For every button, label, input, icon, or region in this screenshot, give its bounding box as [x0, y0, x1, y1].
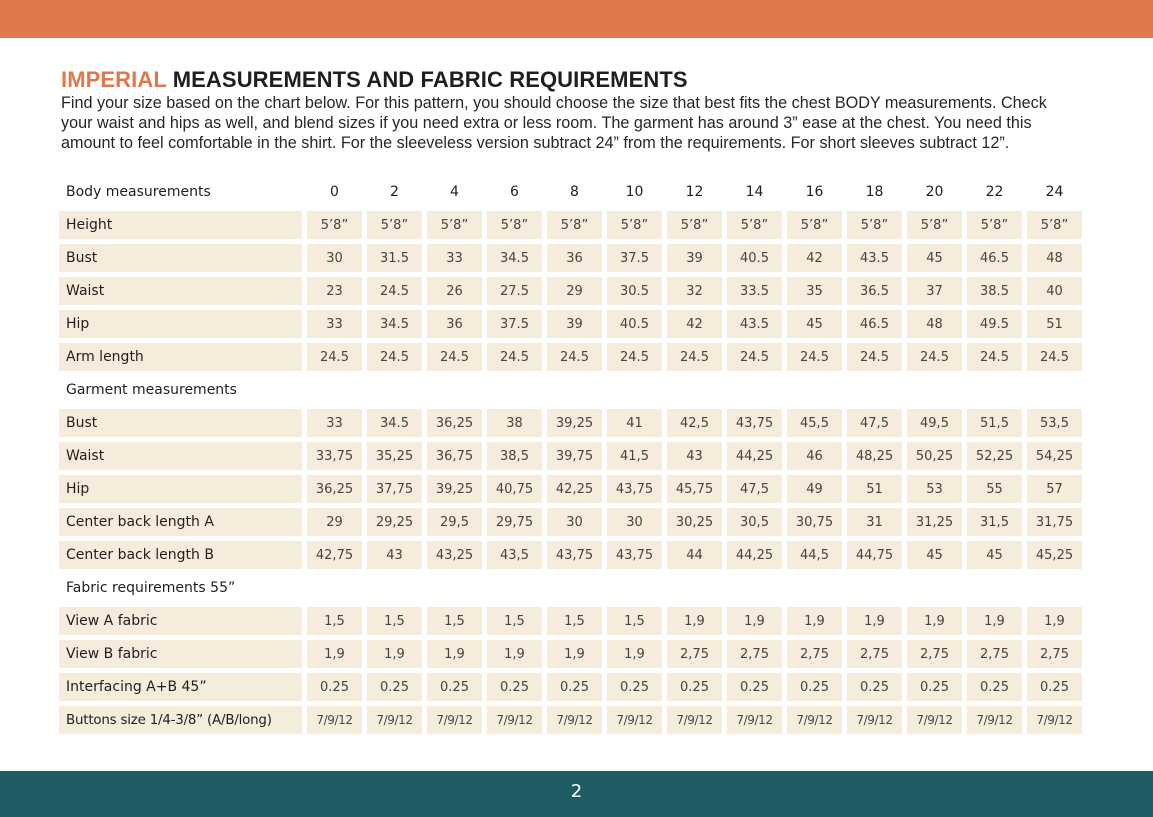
table-cell: 51 [1027, 310, 1082, 338]
size-header: 0 [330, 184, 339, 200]
table-cell: 0.25 [727, 673, 782, 701]
empty-cell [847, 376, 902, 404]
size-header: 10 [625, 184, 644, 200]
empty-cell [607, 574, 662, 602]
table-cell: 43,75 [727, 409, 782, 437]
table-cell: 2,75 [907, 640, 962, 668]
table-cell: 7/9/12 [487, 706, 542, 734]
row-label: Hip [59, 310, 302, 338]
table-cell: 7/9/12 [427, 706, 482, 734]
table-cell: 1,9 [847, 607, 902, 635]
table-cell: 5’8” [667, 211, 722, 239]
table-cell: 1,5 [547, 607, 602, 635]
section-heading: Fabric requirements 55” [66, 580, 236, 596]
table-cell: 46 [787, 442, 842, 470]
table-cell: 43,25 [427, 541, 482, 569]
table-cell: 50,25 [907, 442, 962, 470]
table-cell: 5’8” [547, 211, 602, 239]
table-cell: 44,25 [727, 442, 782, 470]
table-cell: 53,5 [1027, 409, 1082, 437]
table-cell: 30,75 [787, 508, 842, 536]
table-cell: 5’8” [607, 211, 662, 239]
table-cell: 45,5 [787, 409, 842, 437]
table-cell: 32 [667, 277, 722, 305]
table-cell: 49 [787, 475, 842, 503]
table-cell: 2,75 [1027, 640, 1082, 668]
table-cell: 34.5 [367, 409, 422, 437]
table-cell: 5’8” [847, 211, 902, 239]
table-cell: 24.5 [547, 343, 602, 371]
table-cell: 30 [607, 508, 662, 536]
table-cell: 37 [907, 277, 962, 305]
table-cell: 51 [847, 475, 902, 503]
row-label: Interfacing A+B 45” [59, 673, 302, 701]
table-cell: 44 [667, 541, 722, 569]
table-cell: 43 [667, 442, 722, 470]
table-cell: 31,25 [907, 508, 962, 536]
table-cell: 0.25 [427, 673, 482, 701]
table-cell: 42 [787, 244, 842, 272]
empty-cell [967, 376, 1022, 404]
table-cell: 31.5 [367, 244, 422, 272]
table-cell: 29,75 [487, 508, 542, 536]
table-cell: 26 [427, 277, 482, 305]
empty-cell [727, 376, 782, 404]
table-cell: 37.5 [607, 244, 662, 272]
table-cell: 42,5 [667, 409, 722, 437]
table-cell: 42,25 [547, 475, 602, 503]
table-cell: 1,9 [427, 640, 482, 668]
table-cell: 29 [307, 508, 362, 536]
table-cell: 2,75 [967, 640, 1022, 668]
table-cell: 0.25 [787, 673, 842, 701]
table-cell: 45 [907, 541, 962, 569]
table-cell: 7/9/12 [367, 706, 422, 734]
table-cell: 31 [847, 508, 902, 536]
empty-cell [667, 376, 722, 404]
table-cell: 2,75 [787, 640, 842, 668]
table-cell: 1,5 [487, 607, 542, 635]
section-heading: Body measurements [66, 184, 211, 200]
table-cell: 0.25 [907, 673, 962, 701]
size-header: 18 [865, 184, 884, 200]
empty-cell [547, 376, 602, 404]
table-cell: 43,75 [607, 475, 662, 503]
table-cell: 33,75 [307, 442, 362, 470]
table-cell: 49,5 [907, 409, 962, 437]
table-cell: 38.5 [967, 277, 1022, 305]
table-cell: 43.5 [847, 244, 902, 272]
table-cell: 1,5 [307, 607, 362, 635]
empty-cell [367, 574, 422, 602]
empty-cell [487, 574, 542, 602]
row-label: Hip [59, 475, 302, 503]
table-cell: 7/9/12 [907, 706, 962, 734]
row-label: Center back length A [59, 508, 302, 536]
table-cell: 7/9/12 [967, 706, 1022, 734]
table-cell: 44,5 [787, 541, 842, 569]
table-cell: 24.5 [907, 343, 962, 371]
size-header: 20 [925, 184, 944, 200]
row-label: Arm length [59, 343, 302, 371]
table-cell: 0.25 [667, 673, 722, 701]
table-cell: 1,5 [607, 607, 662, 635]
table-cell: 24.5 [487, 343, 542, 371]
size-chart-table [59, 178, 1082, 734]
page-number: 2 [570, 781, 583, 802]
table-cell: 1,9 [907, 607, 962, 635]
empty-cell [1027, 574, 1082, 602]
table-cell: 55 [967, 475, 1022, 503]
table-cell: 35,25 [367, 442, 422, 470]
title-accent: IMPERIAL [61, 67, 167, 92]
table-cell: 5’8” [427, 211, 482, 239]
table-cell: 24.5 [1027, 343, 1082, 371]
table-cell: 40.5 [607, 310, 662, 338]
table-cell: 54,25 [1027, 442, 1082, 470]
table-cell: 43,5 [487, 541, 542, 569]
size-header: 6 [510, 184, 519, 200]
size-header: 2 [390, 184, 399, 200]
table-cell: 45 [907, 244, 962, 272]
row-label: Height [59, 211, 302, 239]
table-cell: 24.5 [427, 343, 482, 371]
empty-cell [667, 574, 722, 602]
table-cell: 36 [547, 244, 602, 272]
table-cell: 37.5 [487, 310, 542, 338]
table-cell: 45,25 [1027, 541, 1082, 569]
table-cell: 5’8” [307, 211, 362, 239]
table-cell: 33 [307, 310, 362, 338]
table-cell: 29,5 [427, 508, 482, 536]
table-cell: 48,25 [847, 442, 902, 470]
table-cell: 5’8” [787, 211, 842, 239]
table-cell: 46.5 [967, 244, 1022, 272]
table-cell: 31,75 [1027, 508, 1082, 536]
table-cell: 34.5 [367, 310, 422, 338]
empty-cell [907, 376, 962, 404]
table-cell: 49.5 [967, 310, 1022, 338]
table-cell: 30.5 [607, 277, 662, 305]
table-cell: 42,75 [307, 541, 362, 569]
size-header: 24 [1045, 184, 1064, 200]
empty-cell [607, 376, 662, 404]
table-cell: 43.5 [727, 310, 782, 338]
table-cell: 39 [667, 244, 722, 272]
empty-cell [1027, 376, 1082, 404]
table-cell: 7/9/12 [547, 706, 602, 734]
table-cell: 1,9 [787, 607, 842, 635]
table-cell: 38 [487, 409, 542, 437]
table-cell: 33.5 [727, 277, 782, 305]
table-cell: 7/9/12 [667, 706, 722, 734]
table-cell: 34.5 [487, 244, 542, 272]
row-label: View B fabric [59, 640, 302, 668]
table-cell: 7/9/12 [787, 706, 842, 734]
empty-cell [787, 376, 842, 404]
table-cell: 30,25 [667, 508, 722, 536]
table-cell: 24.5 [307, 343, 362, 371]
footer-band [0, 771, 1153, 817]
table-cell: 29 [547, 277, 602, 305]
table-cell: 1,9 [547, 640, 602, 668]
empty-cell [427, 574, 482, 602]
table-cell: 24.5 [727, 343, 782, 371]
table-cell: 36.5 [847, 277, 902, 305]
empty-cell [367, 376, 422, 404]
empty-cell [727, 574, 782, 602]
table-cell: 30 [547, 508, 602, 536]
table-cell: 7/9/12 [847, 706, 902, 734]
table-cell: 5’8” [967, 211, 1022, 239]
table-cell: 45 [787, 310, 842, 338]
table-cell: 41,5 [607, 442, 662, 470]
empty-cell [427, 376, 482, 404]
table-cell: 33 [307, 409, 362, 437]
table-cell: 0.25 [1027, 673, 1082, 701]
size-header: 14 [745, 184, 764, 200]
title-rest: MEASUREMENTS AND FABRIC REQUIREMENTS [166, 67, 688, 92]
table-cell: 24.5 [667, 343, 722, 371]
table-cell: 52,25 [967, 442, 1022, 470]
table-cell: 43,75 [607, 541, 662, 569]
table-cell: 44,25 [727, 541, 782, 569]
table-cell: 47,5 [727, 475, 782, 503]
table-cell: 24.5 [607, 343, 662, 371]
table-cell: 1,9 [607, 640, 662, 668]
table-cell: 57 [1027, 475, 1082, 503]
row-label: Waist [59, 442, 302, 470]
table-cell: 48 [1027, 244, 1082, 272]
table-cell: 5’8” [367, 211, 422, 239]
page-title [61, 67, 688, 93]
table-cell: 7/9/12 [727, 706, 782, 734]
empty-cell [787, 574, 842, 602]
table-cell: 39,25 [547, 409, 602, 437]
row-label: Bust [59, 409, 302, 437]
table-cell: 2,75 [727, 640, 782, 668]
intro-paragraph: Find your size based on the chart below. For this pattern, you should choose the size that best fits the chest BODY measurements. Check your waist and hips as well, and blend sizes if you need extra or less room. The garment has around 3” ease at the chest. You need this amount to feel comfortable in the shirt. For the sleeveless version subtract 24” from the requirements. For short sleeves subtract 12”. [61, 94, 1047, 152]
empty-cell [847, 574, 902, 602]
table-cell: 1,9 [307, 640, 362, 668]
table-cell: 40,75 [487, 475, 542, 503]
table-cell: 39,75 [547, 442, 602, 470]
table-cell: 29,25 [367, 508, 422, 536]
table-cell: 47,5 [847, 409, 902, 437]
table-cell: 1,5 [367, 607, 422, 635]
table-cell: 2,75 [667, 640, 722, 668]
table-cell: 44,75 [847, 541, 902, 569]
table-cell: 51,5 [967, 409, 1022, 437]
table-cell: 30,5 [727, 508, 782, 536]
table-cell: 48 [907, 310, 962, 338]
table-cell: 1,5 [427, 607, 482, 635]
table-cell: 24.5 [787, 343, 842, 371]
table-cell: 0.25 [547, 673, 602, 701]
size-header: 8 [570, 184, 579, 200]
table-cell: 1,9 [1027, 607, 1082, 635]
table-cell: 46.5 [847, 310, 902, 338]
table-cell: 0.25 [487, 673, 542, 701]
table-cell: 35 [787, 277, 842, 305]
empty-cell [907, 574, 962, 602]
table-cell: 7/9/12 [1027, 706, 1082, 734]
empty-cell [307, 574, 362, 602]
empty-cell [487, 376, 542, 404]
table-cell: 1,9 [367, 640, 422, 668]
row-label: View A fabric [59, 607, 302, 635]
row-label: Waist [59, 277, 302, 305]
table-cell: 1,9 [667, 607, 722, 635]
table-cell: 5’8” [1027, 211, 1082, 239]
table-cell: 24.5 [847, 343, 902, 371]
table-cell: 39,25 [427, 475, 482, 503]
table-cell: 1,9 [727, 607, 782, 635]
table-cell: 37,75 [367, 475, 422, 503]
table-cell: 42 [667, 310, 722, 338]
table-cell: 24.5 [367, 343, 422, 371]
row-label: Buttons size 1/4-3/8” (A/B/long) [59, 706, 302, 734]
empty-cell [547, 574, 602, 602]
empty-cell [307, 376, 362, 404]
table-cell: 5’8” [487, 211, 542, 239]
table-cell: 24.5 [967, 343, 1022, 371]
table-cell: 45,75 [667, 475, 722, 503]
table-cell: 1,9 [967, 607, 1022, 635]
table-cell: 5’8” [727, 211, 782, 239]
table-cell: 36 [427, 310, 482, 338]
table-cell: 27.5 [487, 277, 542, 305]
table-cell: 1,9 [487, 640, 542, 668]
table-cell: 43 [367, 541, 422, 569]
table-cell: 0.25 [607, 673, 662, 701]
table-cell: 23 [307, 277, 362, 305]
table-cell: 53 [907, 475, 962, 503]
table-cell: 36,25 [307, 475, 362, 503]
table-cell: 41 [607, 409, 662, 437]
section-heading: Garment measurements [66, 382, 237, 398]
size-header: 12 [685, 184, 704, 200]
table-cell: 31,5 [967, 508, 1022, 536]
row-label: Center back length B [59, 541, 302, 569]
table-cell: 40 [1027, 277, 1082, 305]
table-cell: 39 [547, 310, 602, 338]
size-header: 16 [805, 184, 824, 200]
row-label: Bust [59, 244, 302, 272]
empty-cell [967, 574, 1022, 602]
table-cell: 33 [427, 244, 482, 272]
table-cell: 0.25 [967, 673, 1022, 701]
size-header: 4 [450, 184, 459, 200]
table-cell: 2,75 [847, 640, 902, 668]
table-cell: 24.5 [367, 277, 422, 305]
table-cell: 40.5 [727, 244, 782, 272]
header-band [0, 0, 1153, 38]
size-header: 22 [985, 184, 1004, 200]
table-cell: 5’8” [907, 211, 962, 239]
table-cell: 43,75 [547, 541, 602, 569]
table-cell: 0.25 [367, 673, 422, 701]
table-cell: 0.25 [307, 673, 362, 701]
table-cell: 38,5 [487, 442, 542, 470]
table-cell: 36,25 [427, 409, 482, 437]
table-cell: 0.25 [847, 673, 902, 701]
table-cell: 36,75 [427, 442, 482, 470]
table-cell: 7/9/12 [607, 706, 662, 734]
table-cell: 30 [307, 244, 362, 272]
table-cell: 45 [967, 541, 1022, 569]
table-cell: 7/9/12 [307, 706, 362, 734]
